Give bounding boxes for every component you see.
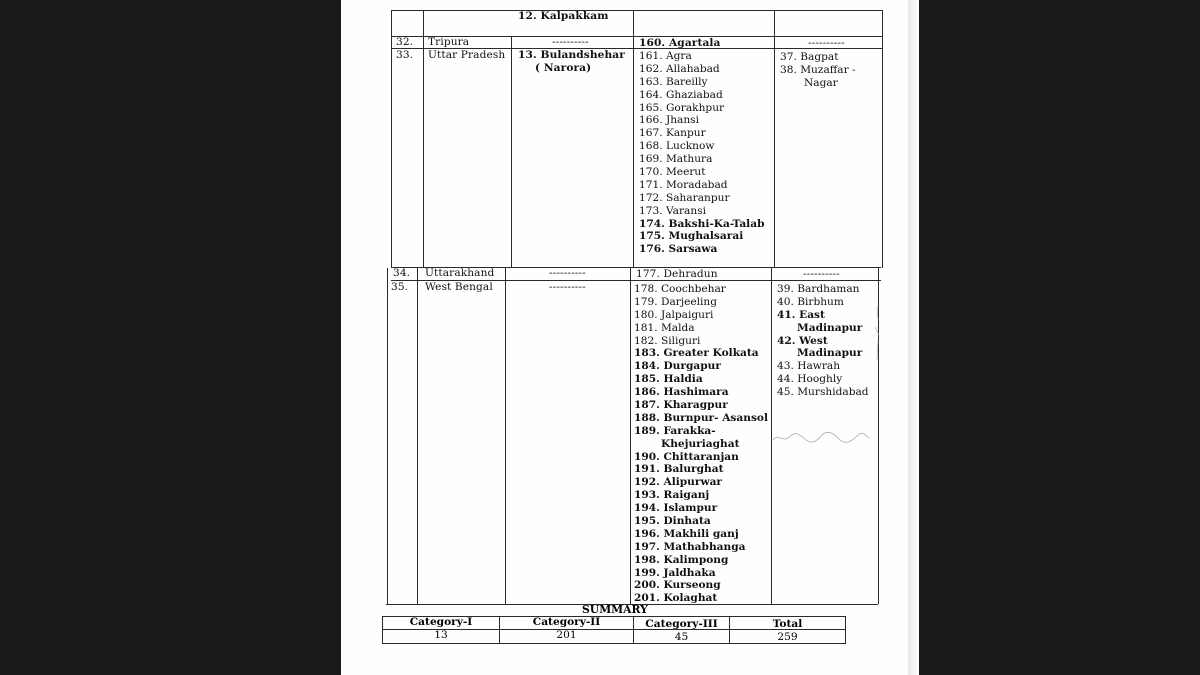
state-name: Uttar Pradesh (428, 49, 506, 61)
list-item: 184. Durgapur (634, 360, 721, 373)
list-item: 168. Lucknow (639, 140, 715, 153)
list-item: 182. Siliguri (634, 334, 701, 347)
list-item: 163. Bareilly (639, 75, 708, 88)
col-divider (417, 268, 418, 604)
list-item: 196. Makhili ganj (634, 527, 739, 540)
list-item: 165. Gorakhpur (639, 101, 725, 114)
category-3-list (777, 283, 869, 399)
list-item: 195. Dinhata (634, 515, 711, 528)
list-item: 167. Kanpur (639, 127, 706, 140)
page-edge (908, 0, 919, 675)
col-divider (774, 10, 775, 268)
state-name: Uttarakhand (425, 267, 495, 279)
list-item: 166. Jhansi (639, 114, 699, 127)
serial-number: 34. (393, 267, 411, 279)
summary-header: Category-II (532, 616, 601, 628)
serial-number: 33. (396, 49, 414, 61)
category-1-value: ---------- (549, 281, 586, 293)
list-item: 185. Haldia (634, 373, 703, 386)
list-item: 43. Hawrah (777, 360, 841, 373)
list-item: Madinapur (797, 347, 863, 360)
handwritten-mark (871, 305, 885, 368)
summary-value: 13 (434, 629, 448, 641)
list-item: 173. Varansi (639, 204, 706, 217)
list-item: 181. Malda (634, 321, 695, 334)
list-item: 179. Darjeeling (634, 295, 718, 308)
category-1-value: ---------- (549, 267, 586, 279)
list-item: 40. Birbhum (777, 295, 844, 308)
list-item: 42. West (777, 334, 828, 347)
kalpakkam-entry: 12. Kalpakkam (518, 10, 609, 22)
category-3-value: ---------- (808, 37, 845, 49)
category-3-list (780, 51, 856, 90)
summary-border-bottom (382, 643, 846, 644)
state-name: Tripura (428, 36, 470, 48)
summary-header: Total (772, 618, 803, 630)
category-1-value: ( Narora) (535, 62, 592, 74)
list-item: 198. Kalimpong (634, 553, 729, 566)
summary-title: SUMMARY (582, 603, 648, 616)
list-item: 38. Muzaffar - (780, 63, 856, 76)
document-page (341, 0, 919, 675)
category-3-value: ---------- (803, 268, 840, 280)
list-item: 161. Agra (639, 50, 692, 62)
table-border-right (882, 10, 883, 268)
summary-value: 45 (674, 631, 689, 643)
list-item: 41. East (777, 308, 825, 321)
list-item: 186. Hashimara (634, 386, 729, 399)
handwritten-mark (771, 431, 871, 448)
list-item: 175. Mughalsarai (639, 230, 744, 243)
serial-number: 35. (391, 281, 409, 293)
category-2-list (639, 50, 764, 256)
category-1-value: ---------- (552, 36, 589, 48)
list-item: 192. Alipurwar (634, 476, 723, 489)
summary-value: 201 (556, 629, 577, 641)
list-item: 162. Allahabad (639, 62, 720, 75)
list-item: Madinapur (797, 321, 863, 334)
category-2-value: 160. Agartala (639, 37, 721, 49)
table-border-left (387, 268, 388, 604)
list-item: 176. Sarsawa (639, 243, 718, 256)
list-item: 170. Meerut (639, 166, 706, 179)
list-item: 37. Bagpat (780, 51, 839, 63)
col-divider (505, 268, 506, 604)
list-item: 188. Burnpur- Asansol (634, 411, 769, 424)
list-item: 200. Kurseong (634, 579, 721, 592)
serial-number: 32. (396, 36, 414, 48)
list-item: 164. Ghaziabad (639, 88, 723, 101)
list-item: 194. Islampur (634, 502, 718, 515)
col-divider (630, 268, 631, 604)
list-item: 172. Saharanpur (639, 191, 730, 204)
list-item: 189. Farakka- (634, 424, 716, 437)
list-item: Nagar (804, 76, 838, 89)
list-item: Khejuriaghat (661, 437, 740, 450)
list-item: 197. Mathabhanga (634, 540, 746, 553)
category-2-list (634, 283, 768, 605)
list-item: 45. Murshidabad (777, 386, 869, 399)
list-item: 39. Bardhaman (777, 283, 860, 295)
list-item: 199. Jaldhaka (634, 566, 716, 579)
list-item: 183. Greater Kolkata (634, 347, 759, 360)
list-item: 193. Raiganj (634, 489, 710, 502)
list-item: 178. Coochbehar (634, 283, 726, 295)
list-item: 187. Kharagpur (634, 399, 728, 412)
list-item: 44. Hooghly (777, 373, 843, 386)
list-item: 201. Kolaghat (634, 592, 718, 605)
table-border-top (391, 10, 883, 11)
col-divider (423, 10, 424, 268)
summary-value: 259 (777, 631, 798, 643)
list-item: 174. Bakshi-Ka-Talab (639, 217, 765, 230)
list-item: 169. Mathura (639, 153, 713, 166)
table-border-left (391, 10, 392, 268)
list-item: 171. Moradabad (639, 178, 728, 191)
category-2-value: 177. Dehradun (636, 268, 718, 280)
summary-border-right (845, 616, 846, 644)
list-item: 180. Jalpaiguri (634, 308, 714, 321)
list-item: 190. Chittaranjan (634, 450, 739, 463)
list-item: 191. Balurghat (634, 463, 724, 476)
state-name: West Bengal (425, 281, 493, 293)
col-divider (511, 36, 512, 268)
category-1-value: 13. Bulandshehar (518, 49, 625, 61)
summary-header: Category-I (409, 616, 473, 628)
col-divider (633, 10, 634, 268)
summary-header: Category-III (645, 618, 718, 630)
